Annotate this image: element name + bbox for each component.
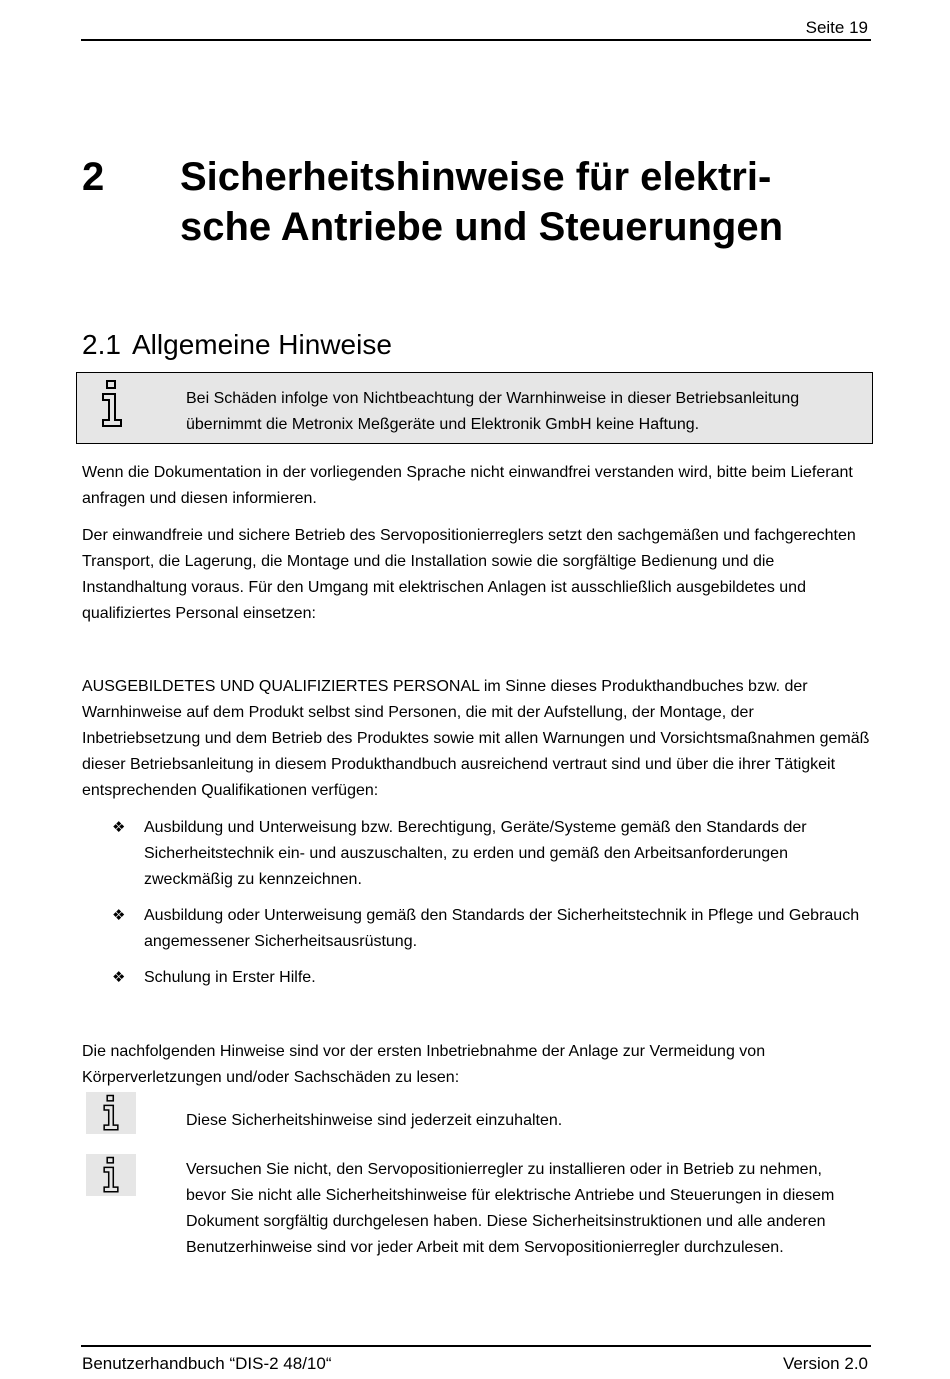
chapter-title — [180, 152, 860, 252]
footer-document-title: Benutzerhandbuch “DIS-2 48/10“ — [82, 1354, 332, 1373]
list-item — [112, 903, 872, 955]
footer-version: Version 2.0 — [782, 1354, 868, 1373]
diamond-bullet-icon: ❖ — [112, 969, 126, 986]
footer-rule — [81, 1345, 871, 1347]
section-heading — [82, 328, 392, 362]
chapter-title-line-1: Sicherheitshinweise für elektri- — [180, 155, 772, 199]
info-icon — [86, 1092, 136, 1134]
paragraph-intro: Die nachfolgenden Hinweise sind vor der ersten Inbetriebnahme der Anlage zur Vermeidung von Körperverletzungen und/oder Sachschäden zu lesen: — [82, 1043, 766, 1086]
liability-note-text: Bei Schäden infolge von Nichtbeachtung der Warnhinweise in dieser Betriebsanleitung übernimmt die Metronix Meßgeräte und Elektronik GmbH keine Haftung. — [186, 390, 800, 433]
list-item-text: Ausbildung oder Unterweisung gemäß den Standards der Sicherheitstechnik in Pflege und Gebrauch angemessener Sicherheitsausrüstung. — [144, 907, 860, 950]
list-item — [112, 965, 872, 991]
chapter-number: 2 — [82, 155, 105, 199]
chapter-title-line-2: sche Antriebe und Steuerungen — [180, 205, 784, 249]
diamond-bullet-icon: ❖ — [112, 907, 126, 924]
paragraph-language: Wenn die Dokumentation in der vorliegenden Sprache nicht einwandfrei verstanden wird, bitte beim Lieferant anfragen und diesen informieren. — [82, 464, 853, 507]
info-icon — [99, 379, 125, 434]
diamond-bullet-icon: ❖ — [112, 819, 126, 836]
list-item — [112, 815, 872, 893]
liability-note-box — [76, 372, 873, 444]
page-number: Seite 19 — [805, 18, 868, 37]
section-number: 2.1 — [82, 329, 121, 360]
section-title: Allgemeine Hinweise — [132, 329, 392, 360]
list-item-text: Schulung in Erster Hilfe. — [144, 969, 316, 986]
info-note-text: Versuchen Sie nicht, den Servopositionierregler zu installieren oder in Betrieb zu nehmen, bevor Sie nicht alle Sicherheitshinweise für elektrische Antriebe und Steuerungen in diesem Dokument sorgfältig durchgelesen haben. Diese Sicherheitsinstruktionen und alle anderen Benutzerhinweise sind vor jeder Arbeit mit dem Servopositionierregler durchzulesen. — [186, 1161, 835, 1256]
info-icon — [86, 1154, 136, 1196]
qualification-list — [112, 815, 872, 1001]
paragraph-operation: Der einwandfreie und sichere Betrieb des Servopositionierreglers setzt den sachgemäßen und fachgerechten Transport, die Lagerung, die Montage und die Installation sowie die sorgfältige Bedienung und die Instandhaltung voraus. Für den Umgang mit elektrischen Anlagen ist ausschließlich ausgebildetes und qualifiziertes Personal einsetzen: — [82, 527, 856, 622]
header-rule — [81, 39, 871, 41]
paragraph-qualified-personnel: AUSGEBILDETES UND QUALIFIZIERTES PERSONAL im Sinne dieses Produkthandbuches bzw. der Warnhinweise auf dem Produkt selbst sind Personen, die mit der Aufstellung, der Montage, der Inbetriebsetzung und dem Betrieb des Produktes sowie mit allen Warnungen und Vorsichtsmaßnahmen gemäß dieser Betriebsanleitung in diesem Produkthandbuch ausreichend vertraut sind und über die ihrer Tätigkeit entsprechenden Qualifikationen verfügen: — [82, 678, 870, 799]
list-item-text: Ausbildung und Unterweisung bzw. Berechtigung, Geräte/Systeme gemäß den Standards der Sicherheitstechnik ein- und auszuschalten, zu erden und gemäß den Arbeitsanforderungen zweckmäßig zu kennzeichnen. — [144, 819, 807, 888]
info-note-text: Diese Sicherheitshinweise sind jederzeit einzuhalten. — [186, 1112, 563, 1129]
